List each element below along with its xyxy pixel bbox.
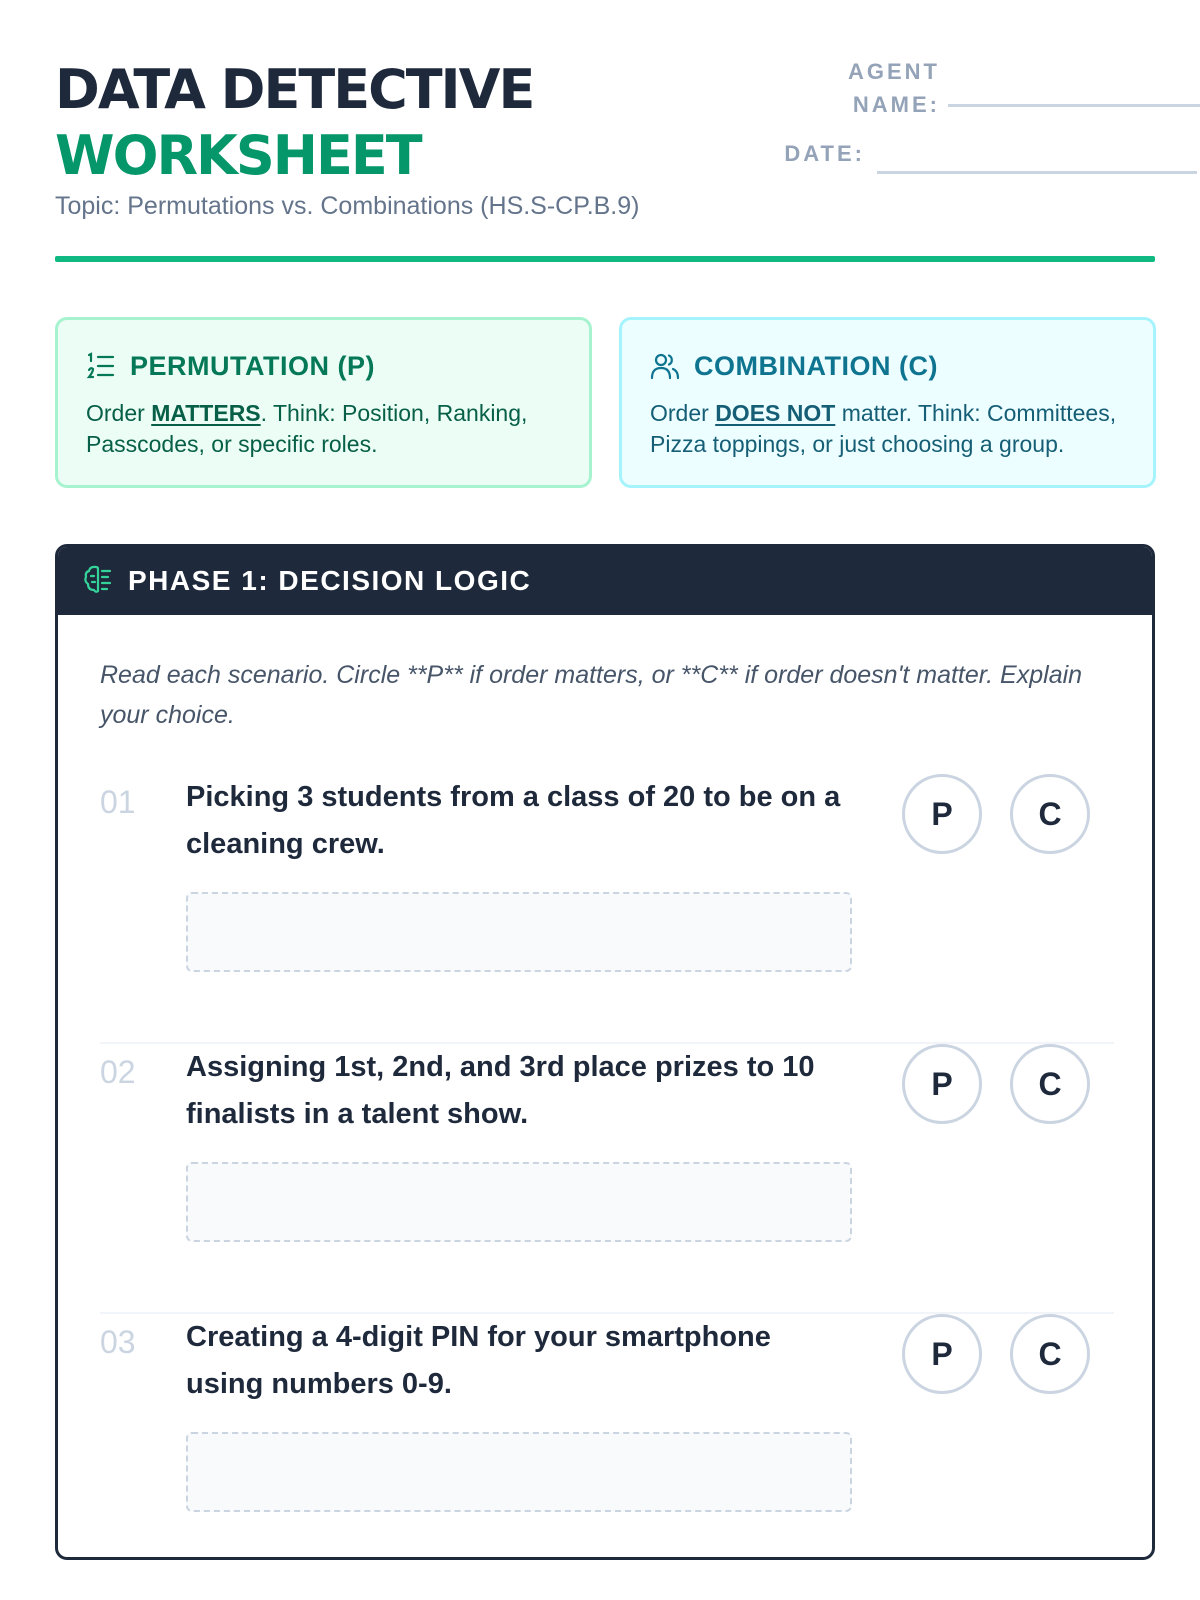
combination-description: Order DOES NOT matter. Think: Committees, Pizza toppings, or just choosing a group. <box>650 400 1117 457</box>
question-text: Picking 3 students from a class of 20 to be on a cleaning crew. <box>186 781 841 860</box>
question-number: 03 <box>100 1324 136 1360</box>
explanation-box[interactable] <box>186 1162 852 1242</box>
choice-c-button[interactable]: C <box>1010 774 1090 854</box>
combination-title: COMBINATION (C) <box>694 350 938 381</box>
question-number: 02 <box>100 1054 136 1090</box>
permutation-card <box>55 317 592 488</box>
question-text: Assigning 1st, 2nd, and 3rd place prizes to 10 finalists in a talent show. <box>186 1051 815 1130</box>
combination-card-header <box>650 348 1125 384</box>
brain-icon <box>82 563 114 600</box>
question-item <box>100 1314 1114 1560</box>
agent-name-field[interactable] <box>948 104 1200 107</box>
topic-subtitle: Topic: Permutations vs. Combinations (HS.S-CP.B.9) <box>55 192 640 220</box>
question-item <box>100 774 1114 1044</box>
question-number: 01 <box>100 784 136 820</box>
phase-1-instructions: Read each scenario. Circle **P** if order matters, or **C** if order doesn't matter. Explain your choice. <box>100 661 1083 729</box>
combination-keyword: DOES NOT <box>715 400 836 426</box>
worksheet-header <box>55 55 1155 265</box>
header-divider <box>55 256 1155 262</box>
choice-c-button[interactable]: C <box>1010 1314 1090 1394</box>
phase-1-title: PHASE 1: DECISION LOGIC <box>128 565 532 596</box>
phase-1-section <box>55 544 1155 1560</box>
combination-card <box>619 317 1156 488</box>
choice-p-button[interactable]: P <box>902 1314 982 1394</box>
phase-1-header <box>58 547 1152 615</box>
permutation-card-header <box>86 348 561 384</box>
permutation-keyword: MATTERS <box>151 400 261 426</box>
choice-c-button[interactable]: C <box>1010 1044 1090 1124</box>
permutation-title: PERMUTATION (P) <box>130 350 375 381</box>
question-item <box>100 1044 1114 1314</box>
title-line-2: WORKSHEET <box>55 124 421 187</box>
date-field[interactable] <box>877 171 1197 174</box>
question-text: Creating a 4-digit PIN for your smartphone using numbers 0-9. <box>186 1321 771 1400</box>
explanation-box[interactable] <box>186 892 852 972</box>
choice-p-button[interactable]: P <box>902 774 982 854</box>
choice-p-button[interactable]: P <box>902 1044 982 1124</box>
ordered-list-icon <box>86 351 116 381</box>
users-icon <box>650 351 680 381</box>
agent-name-label: AGENT NAME: <box>848 59 940 117</box>
permutation-description: Order MATTERS. Think: Position, Ranking, Passcodes, or specific roles. <box>86 400 528 457</box>
title-line-1: DATA DETECTIVE <box>55 58 534 121</box>
date-label: DATE: <box>784 141 865 166</box>
explanation-box[interactable] <box>186 1432 852 1512</box>
